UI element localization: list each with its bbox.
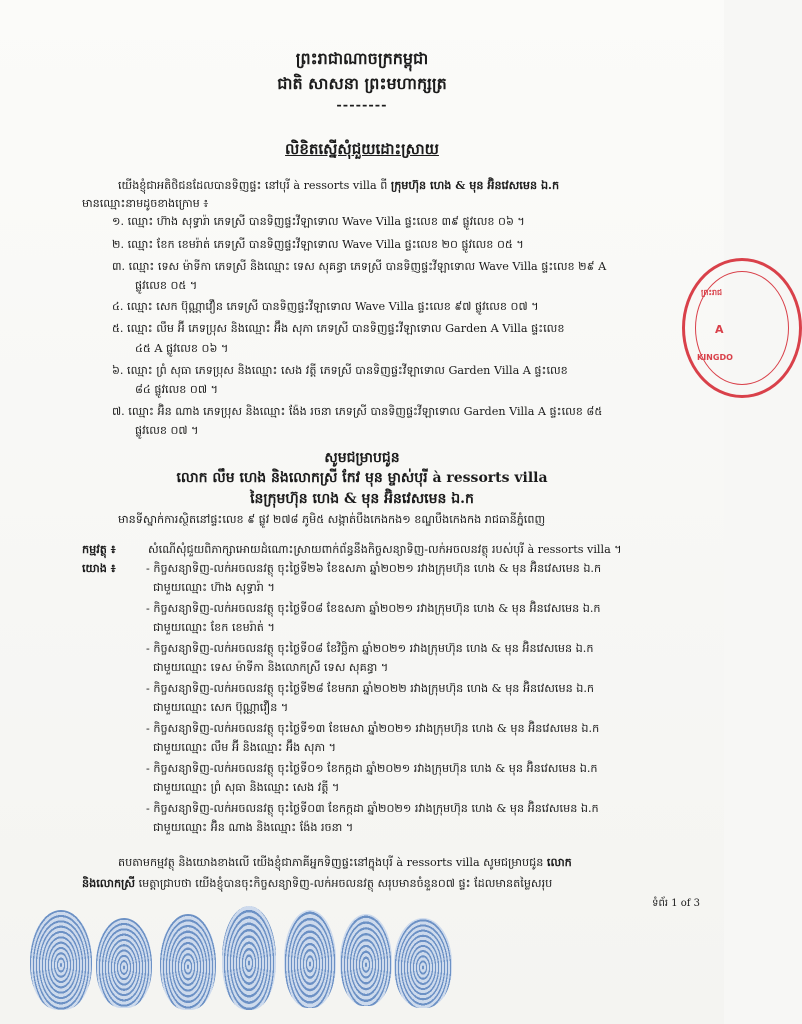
fingerprint-icon xyxy=(284,910,336,1008)
list-item: ២. ឈ្មោះ ខែក ខេមរ៉ាត់ ភេទស្រី បានទិញផ្ទះវីឡាទោល Wave Villa ផ្ទះលេខ ២០ ផ្លូវលេខ ០៥ ។ xyxy=(112,238,524,251)
reference-item: - កិច្ចសន្យាទិញ-លក់អចលនវត្ថុ ចុះថ្ងៃទី០៨ ខែវិច្ឆិកា ឆ្នាំ២០២១ រវាងក្រុមហ៊ុន ហេង & មុន អ៊ិនវេសមេន ឯ.ក xyxy=(146,642,594,655)
reference-item-continuation: ជាមួយឈ្មោះ ខែក ខេមរ៉ាត់ ។ xyxy=(153,621,275,634)
letter-title: លិខិតស្នើសុំជួយដោះស្រាយ xyxy=(285,140,439,158)
reference-item-continuation: ជាមួយឈ្មោះ ព្រំ សុធា និងឈ្មោះ សេង វត្តី ។ xyxy=(153,781,340,794)
reference-item: - កិច្ចសន្យាទិញ-លក់អចលនវត្ថុ ចុះថ្ងៃទី១៣ ខែមេសា ឆ្នាំ២០២១ រវាងក្រុមហ៊ុន ហេង & មុន អ៊ិនវេសមេន ឯ.ក xyxy=(146,722,600,735)
reference-item: - កិច្ចសន្យាទិញ-លក់អចលនវត្ថុ ចុះថ្ងៃទី០៣ ខែកក្កដា ឆ្នាំ២០២១ រវាងក្រុមហ៊ុន ហេង & មុន អ៊ិនវេសមេន ឯ.ក xyxy=(146,802,599,815)
reference-label: យោង ៖ xyxy=(82,561,116,575)
official-stamp: ព្រះរាជ A KINGDO xyxy=(682,258,802,398)
list-item: ៧. ឈ្មោះ អ៊ិន ណាង ភេទប្រុស និងឈ្មោះ ង៉ែង រចនា ភេទស្រី បានទិញផ្ទះវីឡាទោល Garden Villa A ផ្ទះលេខ ៨៥ xyxy=(112,405,603,418)
addressee-address: មានទីស្នាក់ការស្ថិតនៅផ្ទះលេខ ៩ ផ្លូវ ២៧៨ ភូមិ៥ សង្កាត់បឹងកេងកង១ ខណ្ឌបឹងកេងកង រាជធានីភ្នំពេញ xyxy=(118,513,546,526)
addressee-names: លោក លឹម ហេង និងលោកស្រី កែវ មុន ម្ចាស់បុរី à ressorts villa xyxy=(176,470,548,486)
closing-line-1: តបតាមកម្មវត្ថុ និងយោងខាងលើ យើងខ្ញុំជាភាគីអ្នកទិញផ្ទះនៅក្នុងបុរី à ressorts villa សូមជម្រាបជូន លោក xyxy=(118,855,572,869)
reference-item-continuation: ជាមួយឈ្មោះ លឹម អ៊ី និងឈ្មោះ អ៊ឹង សុភា ។ xyxy=(153,741,337,754)
intro-line-1: យើងខ្ញុំជាអតិថិជនដែលបានទិញផ្ទះ នៅបុរី à ressorts villa ពី ក្រុមហ៊ុន ហេង & មុន អ៊ិនវេសមេន ឯ.ក xyxy=(118,178,560,192)
fingerprint-row xyxy=(0,900,724,1024)
reference-item: - កិច្ចសន្យាទិញ-លក់អចលនវត្ថុ ចុះថ្ងៃទី២៦ ខែឧសភា ឆ្នាំ២០២១ រវាងក្រុមហ៊ុន ហេង & មុន អ៊ិនវេសមេន ឯ.ក xyxy=(146,562,602,575)
page-number: ទំព័រ 1 of 3 xyxy=(652,898,700,909)
list-item: ៣. ឈ្មោះ ទេស ម៉ាទីកា ភេទស្រី និងឈ្មោះ ទេស សុគន្ធា ភេទស្រី បានទិញផ្ទះវីឡាទោល Wave Villa ផ្ទះលេខ ២៩ A xyxy=(112,260,607,273)
fingerprint-icon xyxy=(96,918,152,1008)
closing-line-2: និងលោកស្រី មេត្តាជ្រាបថា យើងខ្ញុំបានចុះកិច្ចសន្យាទិញ-លក់អចលនវត្ថុ សរុបមានចំនួន០៧ ផ្ទះ ដែលមានតម្លៃសរុប xyxy=(82,876,553,890)
list-item-continuation: ផ្លូវលេខ ០៥ ។ xyxy=(135,279,198,292)
fingerprint-icon xyxy=(160,914,216,1010)
list-item: ១. ឈ្មោះ ហ៊ាង សុទ្ធារ៉ា ភេទស្រី បានទិញផ្ទះវីឡាទោល Wave Villa ផ្ទះលេខ ៣៩ ផ្លូវលេខ ០៦ ។ xyxy=(112,215,525,228)
fingerprint-icon xyxy=(30,910,92,1010)
reference-item: - កិច្ចសន្យាទិញ-លក់អចលនវត្ថុ ចុះថ្ងៃទី០៨ ខែឧសភា ឆ្នាំ២០២១ រវាងក្រុមហ៊ុន ហេង & មុន អ៊ិនវេសមេន ឯ.ក xyxy=(146,602,601,615)
motto-heading: ជាតិ សាសនា ព្រះមហាក្សត្រ xyxy=(277,74,447,93)
list-item-continuation: ផ្លូវលេខ ០៧ ។ xyxy=(135,424,199,437)
reference-item-continuation: ជាមួយឈ្មោះ អ៊ិន ណាង និងឈ្មោះ ង៉ែង រចនា ។ xyxy=(153,821,354,834)
addressee-company: នៃក្រុមហ៊ុន ហេង & មុន អ៊ិនវេសមេន ឯ.ក xyxy=(250,491,474,507)
subject-text: សំណើសុំជួយពិភាក្សាអោយដំណោះស្រាយពាក់ព័ន្ធនឹងកិច្ចសន្យាទិញ-លក់អចលនវត្ថុ របស់បុរី à ressorts villa ។ xyxy=(148,543,622,556)
reference-item: - កិច្ចសន្យាទិញ-លក់អចលនវត្ថុ ចុះថ្ងៃទី០១ ខែកក្កដា ឆ្នាំ២០២១ រវាងក្រុមហ៊ុន ហេង & មុន អ៊ិនវេសមេន ឯ.ក xyxy=(146,762,598,775)
reference-item-continuation: ជាមួយឈ្មោះ ទេស ម៉ាទីកា និងលោកស្រី ទេស សុគន្ធា ។ xyxy=(153,661,389,674)
reference-item-continuation: ជាមួយឈ្មោះ សេក ប៊ុណ្ណាវឿន ។ xyxy=(153,701,289,714)
reference-item: - កិច្ចសន្យាទិញ-លក់អចលនវត្ថុ ចុះថ្ងៃទី២៨ ខែមករា ឆ្នាំ២០២២ រវាងក្រុមហ៊ុន ហេង & មុន អ៊ិនវេសមេន ឯ.ក xyxy=(146,682,594,695)
fingerprint-icon xyxy=(222,906,276,1010)
intro-line-2: មានឈ្មោះនាមដូចខាងក្រោម ៖ xyxy=(82,197,209,210)
fingerprint-icon xyxy=(394,918,452,1008)
list-item: ៤. ឈ្មោះ សេក ប៊ុណ្ណាវឿន ភេទស្រី បានទិញផ្ទះវីឡាទោល Wave Villa ផ្ទះលេខ ៩៧ ផ្លូវលេខ ០៧ ។ xyxy=(112,300,539,313)
list-item-continuation: ៤៥ A ផ្លូវលេខ ០៦ ។ xyxy=(135,342,229,355)
fingerprint-icon xyxy=(340,914,392,1006)
addressee-salutation: សូមជម្រាបជូន xyxy=(324,450,400,466)
kingdom-heading: ព្រះរាជាណាចក្រកម្ពុជា xyxy=(295,49,429,68)
reference-item-continuation: ជាមួយឈ្មោះ ហ៊ាង សុទ្ធារ៉ា ។ xyxy=(153,581,275,594)
list-item: ៥. ឈ្មោះ លឹម អ៊ី ភេទប្រុស និងឈ្មោះ អ៊ឹង សុភា ភេទស្រី បានទិញផ្ទះវីឡាទោល Garden A Villa ផ្ទះលេខ xyxy=(112,322,565,335)
heading-divider: -------- xyxy=(336,98,388,113)
subject-label: កម្មវត្ថុ ៖ xyxy=(82,542,116,556)
list-item-continuation: ៨៤ ផ្លូវលេខ ០៧ ។ xyxy=(135,383,218,396)
list-item: ៦. ឈ្មោះ ព្រំ សុធា ភេទប្រុស និងឈ្មោះ សេង វត្តី ភេទស្រី បានទិញផ្ទះវីឡាទោល Garden Villa A ផ្ទះលេខ xyxy=(112,364,568,377)
